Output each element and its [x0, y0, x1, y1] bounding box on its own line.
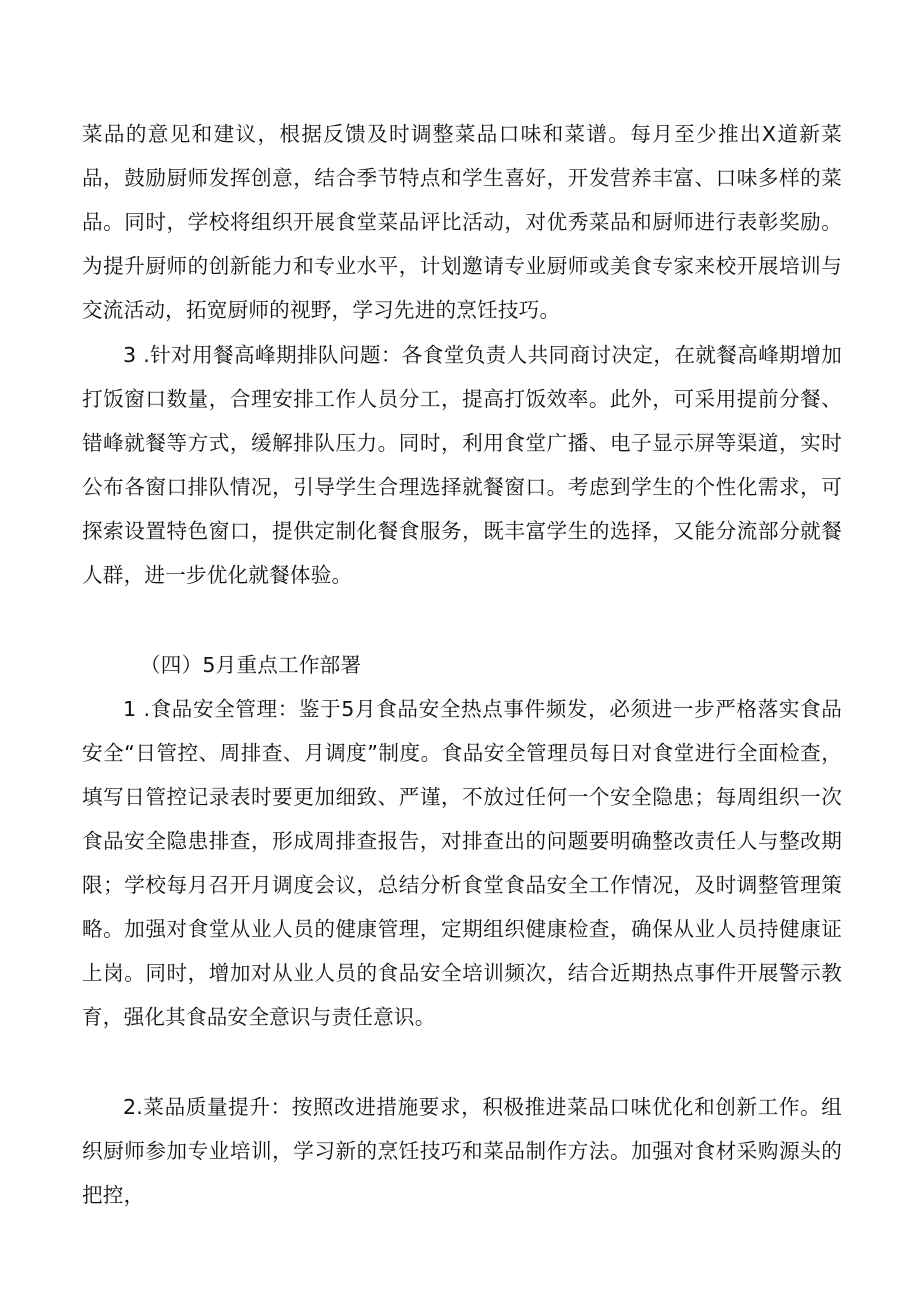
paragraph-food-safety: 1 .食品安全管理：鉴于5月食品安全热点事件频发，必须进一步严格落实食品安全“日管控、周排查、月调度”制度。食品安全管理员每日对食堂进行全面检查，填写日管控记录表时要更加细致、严谨，不放过任何一个安全隐患；每周组织一次食品安全隐患排查，形成周排查报告，对排查出的问题要明确整改责任人与整改期限；学校每月召开月调度会议，总结分析食堂食品安全工作情况，及时调整管理策略。加强对食堂从业人员的健康管理，定期组织健康检查，确保从业人员持健康证上岗。同时，增加对从业人员的食品安全培训频次，结合近期热点事件开展警示教育，强化其食品安全意识与责任意识。 [82, 697, 842, 1029]
paragraph-dish-quality: 2.菜品质量提升：按照改进措施要求，积极推进菜品口味优化和创新工作。组织厨师参加专业培训，学习新的烹饪技巧和菜品制作方法。加强对食材采购源头的把控， [82, 1095, 842, 1207]
paragraph-queue-issue: 3 .针对用餐高峰期排队问题：各食堂负责人共同商讨决定，在就餐高峰期增加打饭窗口数量，合理安排工作人员分工，提高打饭效率。此外，可采用提前分餐、错峰就餐等方式，缓解排队压力。同时，利用食堂广播、电子显示屏等渠道，实时公布各窗口排队情况，引导学生合理选择就餐窗口。考虑到学生的个性化需求，可探索设置特色窗口，提供定制化餐食服务，既丰富学生的选择，又能分流部分就餐人群，进一步优化就餐体验。 [82, 343, 842, 587]
paragraph-dish-innovation: 菜品的意见和建议，根据反馈及时调整菜品口味和菜谱。每月至少推出X道新菜品，鼓励厨师发挥创意，结合季节特点和学生喜好，开发营养丰富、口味多样的菜品。同时，学校将组织开展食堂菜品评比活动，对优秀菜品和厨师进行表彰奖励。为提升厨师的创新能力和专业水平，计划邀请专业厨师或美食专家来校开展培训与交流活动，拓宽厨师的视野，学习先进的烹饪技巧。 [82, 122, 842, 322]
section-heading-may-plan: （四）5月重点工作部署 [140, 653, 362, 677]
